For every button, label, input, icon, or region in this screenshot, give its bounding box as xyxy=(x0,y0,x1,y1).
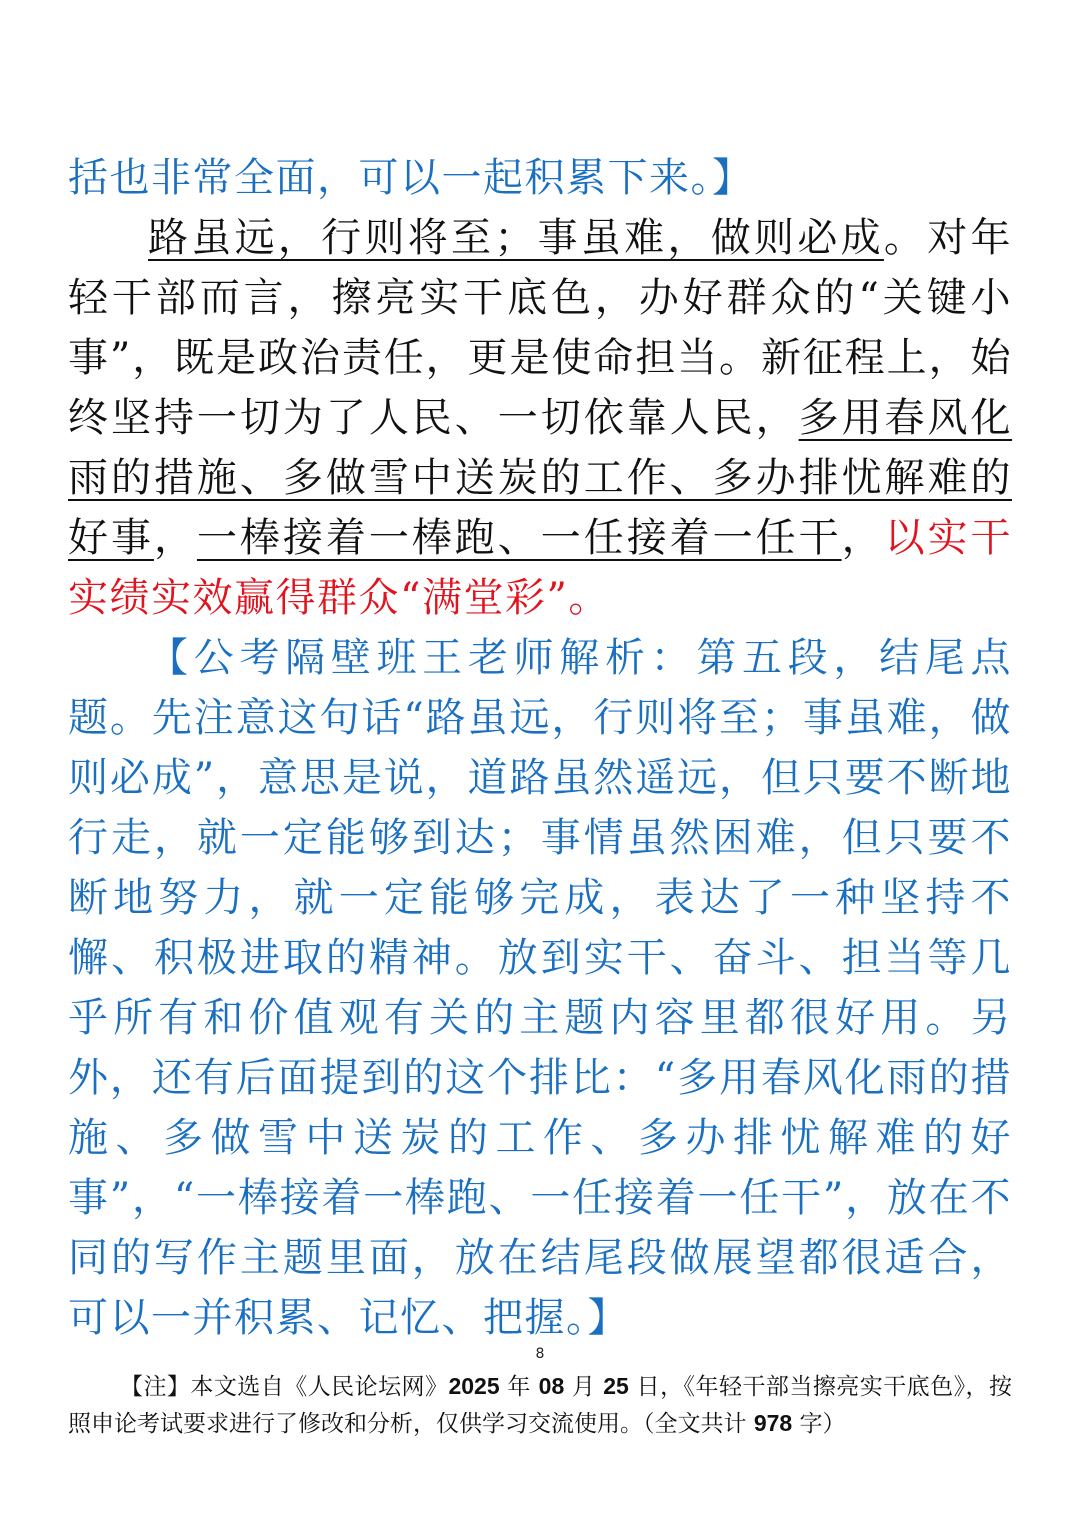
page-number: 8 xyxy=(535,1346,545,1362)
note-text-e: 字） xyxy=(792,1411,846,1437)
analysis-paragraph: 【公考隔壁班王老师解析：第五段，结尾点题。先注意这句话“路虽远，行则将至；事虽难，做则必成”，意思是说，道路虽然遥远，但只要不断地行走，就一定能够到达；事情虽然困难，但只要不断地努力，就一定能够完成，表达了一种坚持不懈、积极进取的精神。放到实干、奋斗、担当等几乎所有和价值观有关的主题内容里都很好用。另外，还有后面提到的这个排比：“多用春风化雨的措施、多做雪中送炭的工作、多办排忧解难的好事”，“一棒接着一棒跑、一任接着一任干”，放在不同的写作主题里面，放在结尾段做展望都很适合，可以一并积累、记忆、把握。】 xyxy=(68,635,1012,1341)
note-text-d: 日，《年轻干部当擦亮实干底色》，按照申论考试要求进行了修改和分析，仅供学习交流使用。（全文共计 xyxy=(68,1374,1013,1437)
footnote xyxy=(68,1368,1012,1442)
note-word-count: 978 xyxy=(753,1410,793,1436)
note-text-a: 【注】本文选自《人民论坛网》 xyxy=(120,1374,449,1400)
underlined-parallel-phrase: 多用春风化雨的措施、多做雪中送炭的工作、多办排忧解难的好事 xyxy=(68,395,1013,561)
main-text-2: ， xyxy=(153,515,197,561)
note-year: 2025 xyxy=(448,1373,500,1399)
note-text-c: 月 xyxy=(564,1374,604,1400)
red-emphasis-sentence: 以实干实绩实效赢得群众“满堂彩”。 xyxy=(68,515,1013,621)
underlined-relay-phrase: 一棒接着一棒跑、一任接着一任干 xyxy=(196,515,842,561)
note-text-b: 年 xyxy=(499,1374,539,1400)
main-text-1: 。对年轻干部而言，擦亮实干底色，办好群众的“关键小事”，既是政治责任，更是使命担当。新征程上，始终坚持一切为了人民、一切依靠人民， xyxy=(68,215,1013,441)
underlined-quote: 路虽远，行则将至；事虽难，做则必成 xyxy=(148,215,884,261)
main-text-3: ， xyxy=(841,515,885,561)
intro-line: 括也非常全面，可以一起积累下来。】 xyxy=(68,155,754,201)
main-paragraph xyxy=(68,208,1012,628)
note-day: 25 xyxy=(603,1373,629,1399)
note-month: 08 xyxy=(538,1373,565,1399)
